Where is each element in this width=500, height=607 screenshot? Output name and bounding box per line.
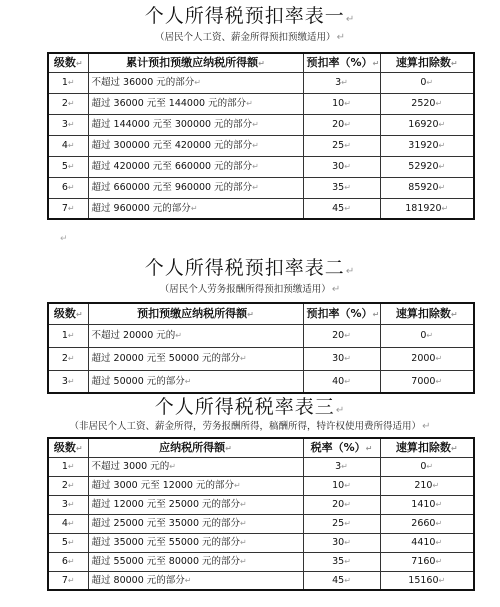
column-header: 预扣预缴应纳税所得额↵ [88, 303, 303, 324]
column-header: 应纳税所得额↵ [88, 438, 303, 457]
paragraph-mark: ↵ [60, 234, 68, 244]
table-cell: 超过 660000 元至 960000 元的部分↵ [88, 177, 303, 198]
table-row [48, 571, 474, 590]
table-cell: 超过 36000 元至 144000 元的部分↵ [88, 93, 303, 114]
table-row [48, 514, 474, 533]
table-cell: 30↵ [303, 347, 380, 370]
table-cell: 超过 3000 元至 12000 元的部分↵ [88, 476, 303, 495]
table-cell: 1↵ [48, 324, 88, 347]
table-cell: 0↵ [380, 457, 474, 476]
column-header: 级数↵ [48, 438, 88, 457]
table-cell: 40↵ [303, 370, 380, 393]
tax-table-2 [47, 302, 475, 394]
table-row [48, 177, 474, 198]
table-cell: 20↵ [303, 114, 380, 135]
table-1-section [0, 4, 500, 46]
table-1-title: 个人所得税预扣率表一↵ [144, 5, 356, 27]
table-cell: 0↵ [380, 72, 474, 93]
table-row [48, 457, 474, 476]
table-cell: 不超过 36000 元的部分↵ [88, 72, 303, 93]
table-cell: 2520↵ [380, 93, 474, 114]
table-cell: 5↵ [48, 533, 88, 552]
table-row [48, 533, 474, 552]
table-cell: 25↵ [303, 514, 380, 533]
table-cell: 0↵ [380, 324, 474, 347]
table-cell: 85920↵ [380, 177, 474, 198]
column-header: 速算扣除数↵ [380, 438, 474, 457]
table-cell: 4↵ [48, 514, 88, 533]
table-cell: 5↵ [48, 156, 88, 177]
table-row [48, 114, 474, 135]
table-row [48, 198, 474, 219]
table-cell: 6↵ [48, 177, 88, 198]
table-cell: 超过 25000 元至 35000 元的部分↵ [88, 514, 303, 533]
table-row [48, 93, 474, 114]
table-row [48, 72, 474, 93]
table-cell: 4410↵ [380, 533, 474, 552]
table-cell: 20↵ [303, 495, 380, 514]
column-header: 速算扣除数↵ [380, 303, 474, 324]
table-cell: 3↵ [303, 72, 380, 93]
table-cell: 45↵ [303, 198, 380, 219]
table-cell: 3↵ [48, 114, 88, 135]
column-header: 预扣率（%）↵ [303, 303, 380, 324]
table-cell: 3↵ [48, 495, 88, 514]
table-cell: 10↵ [303, 476, 380, 495]
table-cell: 2000↵ [380, 347, 474, 370]
column-header: 速算扣除数↵ [380, 53, 474, 72]
table-row [48, 476, 474, 495]
table-cell: 超过 420000 元至 660000 元的部分↵ [88, 156, 303, 177]
table-cell: 30↵ [303, 156, 380, 177]
table-cell: 超过 300000 元至 420000 元的部分↵ [88, 135, 303, 156]
table-row [48, 347, 474, 370]
table-cell: 7↵ [48, 571, 88, 590]
table-3-title: 个人所得税税率表三↵ [154, 396, 346, 418]
table-cell: 16920↵ [380, 114, 474, 135]
tax-table-1 [47, 52, 475, 220]
table-cell: 2↵ [48, 347, 88, 370]
table-row [48, 135, 474, 156]
table-3-subtitle: （非居民个人工资、薪金所得，劳务报酬所得，稿酬所得，特许权使用费所得适用）↵ [69, 421, 431, 432]
table-cell: 超过 144000 元至 300000 元的部分↵ [88, 114, 303, 135]
table-cell: 6↵ [48, 552, 88, 571]
table-cell: 超过 12000 元至 25000 元的部分↵ [88, 495, 303, 514]
table-cell: 不超过 20000 元的↵ [88, 324, 303, 347]
table-header-row [48, 303, 474, 324]
table-row [48, 370, 474, 393]
table-cell: 3↵ [303, 457, 380, 476]
table-cell: 超过 50000 元的部分↵ [88, 370, 303, 393]
table-2-subtitle: （居民个人劳务报酬所得预扣预缴适用）↵ [159, 284, 341, 295]
table-cell: 20↵ [303, 324, 380, 347]
table-cell: 超过 960000 元的部分↵ [88, 198, 303, 219]
table-2-section [0, 256, 500, 298]
table-cell: 30↵ [303, 533, 380, 552]
table-cell: 2↵ [48, 93, 88, 114]
table-row [48, 324, 474, 347]
column-header: 税率（%）↵ [303, 438, 380, 457]
table-cell: 35↵ [303, 552, 380, 571]
table-cell: 2↵ [48, 476, 88, 495]
table-cell: 45↵ [303, 571, 380, 590]
column-header: 级数↵ [48, 303, 88, 324]
table-cell: 3↵ [48, 370, 88, 393]
column-header: 预扣率（%）↵ [303, 53, 380, 72]
table-cell: 7160↵ [380, 552, 474, 571]
column-header: 级数↵ [48, 53, 88, 72]
table-1-subtitle: （居民个人工资、薪金所得预扣预缴适用）↵ [155, 32, 345, 43]
table-row [48, 552, 474, 571]
table-cell: 超过 20000 元至 50000 元的部分↵ [88, 347, 303, 370]
table-row [48, 495, 474, 514]
table-cell: 1↵ [48, 457, 88, 476]
table-cell: 10↵ [303, 93, 380, 114]
table-2-title: 个人所得税预扣率表二↵ [144, 257, 356, 279]
table-cell: 15160↵ [380, 571, 474, 590]
table-cell: 52920↵ [380, 156, 474, 177]
table-row [48, 156, 474, 177]
table-cell: 1410↵ [380, 495, 474, 514]
table-cell: 2660↵ [380, 514, 474, 533]
table-cell: 7↵ [48, 198, 88, 219]
table-cell: 1↵ [48, 72, 88, 93]
table-cell: 超过 80000 元的部分↵ [88, 571, 303, 590]
table-3-section [0, 395, 500, 435]
table-cell: 35↵ [303, 177, 380, 198]
table-cell: 181920↵ [380, 198, 474, 219]
table-cell: 超过 55000 元至 80000 元的部分↵ [88, 552, 303, 571]
table-cell: 31920↵ [380, 135, 474, 156]
table-cell: 不超过 3000 元的↵ [88, 457, 303, 476]
column-header: 累计预扣预缴应纳税所得额↵ [88, 53, 303, 72]
table-cell: 25↵ [303, 135, 380, 156]
table-cell: 超过 35000 元至 55000 元的部分↵ [88, 533, 303, 552]
table-cell: 4↵ [48, 135, 88, 156]
table-header-row [48, 438, 474, 457]
table-cell: 210↵ [380, 476, 474, 495]
table-header-row [48, 53, 474, 72]
tax-table-3 [47, 437, 475, 591]
table-cell: 7000↵ [380, 370, 474, 393]
